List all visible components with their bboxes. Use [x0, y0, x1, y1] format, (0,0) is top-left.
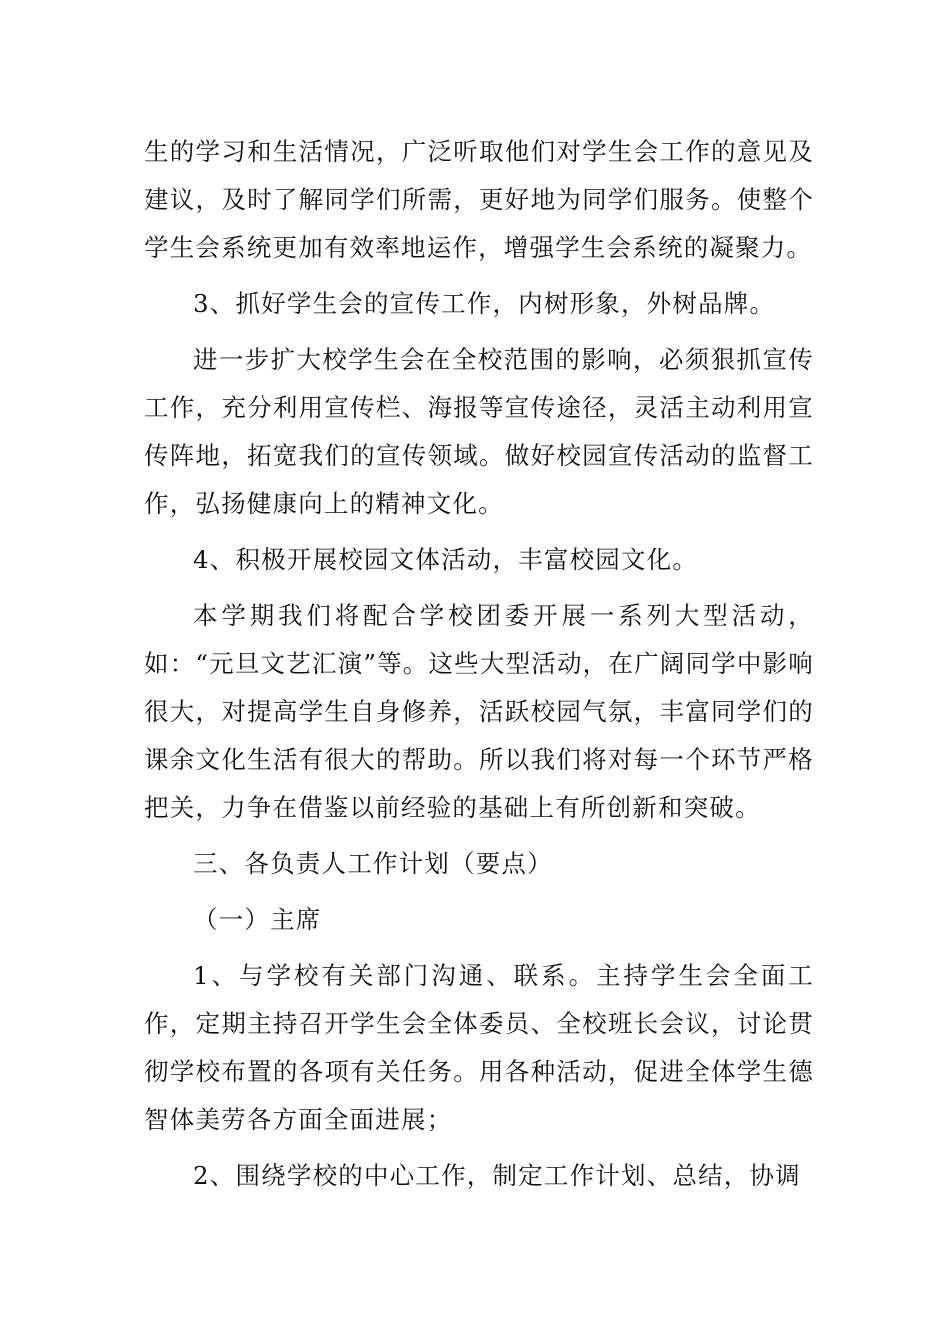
paragraph-1: 生的学习和生活情况，广泛听取他们对学生会工作的意见及建议，及时了解同学们所需，更好地为同学们服务。使整个学生会系统更加有效率地运作，增强学生会系统的凝聚力。: [144, 137, 814, 262]
paragraph-8: 1、与学校有关部门沟通、联系。主持学生会全面工作，定期主持召开学生会全体委员、全校班长会议，讨论贯彻学校布置的各项有关任务。用各种活动，促进全体学生德智体美劳各方面全面进展；: [144, 961, 814, 1134]
document-body: [144, 128, 814, 1208]
subsection-heading: （一）主席: [193, 905, 322, 934]
paragraph-2: 3、抓好学生会的宣传工作，内树形象，外树品牌。: [193, 289, 776, 318]
paragraph-5: 本学期我们将配合学校团委开展一系列大型活动，如：“元旦文艺汇演”等。这些大型活动，在广阔同学中影响很大，对提高学生自身修养，活跃校园气氛，丰富同学们的课余文化生活有很大的帮助。所以我们将对每一个环节严格把关，力争在借鉴以前经验的基础上有所创新和突破。: [144, 601, 814, 822]
paragraph-9: 2、围绕学校的中心工作，制定工作计划、总结，协调: [193, 1161, 801, 1190]
section-heading: 三、各负责人工作计划（要点）: [193, 849, 553, 878]
paragraph-3: 进一步扩大校学生会在全校范围的影响，必须狠抓宣传工作，充分利用宣传栏、海报等宣传途径，灵活主动利用宣传阵地，拓宽我们的宣传领域。做好校园宣传活动的监督工作，弘扬健康向上的精神文化。: [144, 345, 814, 518]
paragraph-4: 4、积极开展校园文体活动，丰富校园文化。: [193, 545, 699, 574]
